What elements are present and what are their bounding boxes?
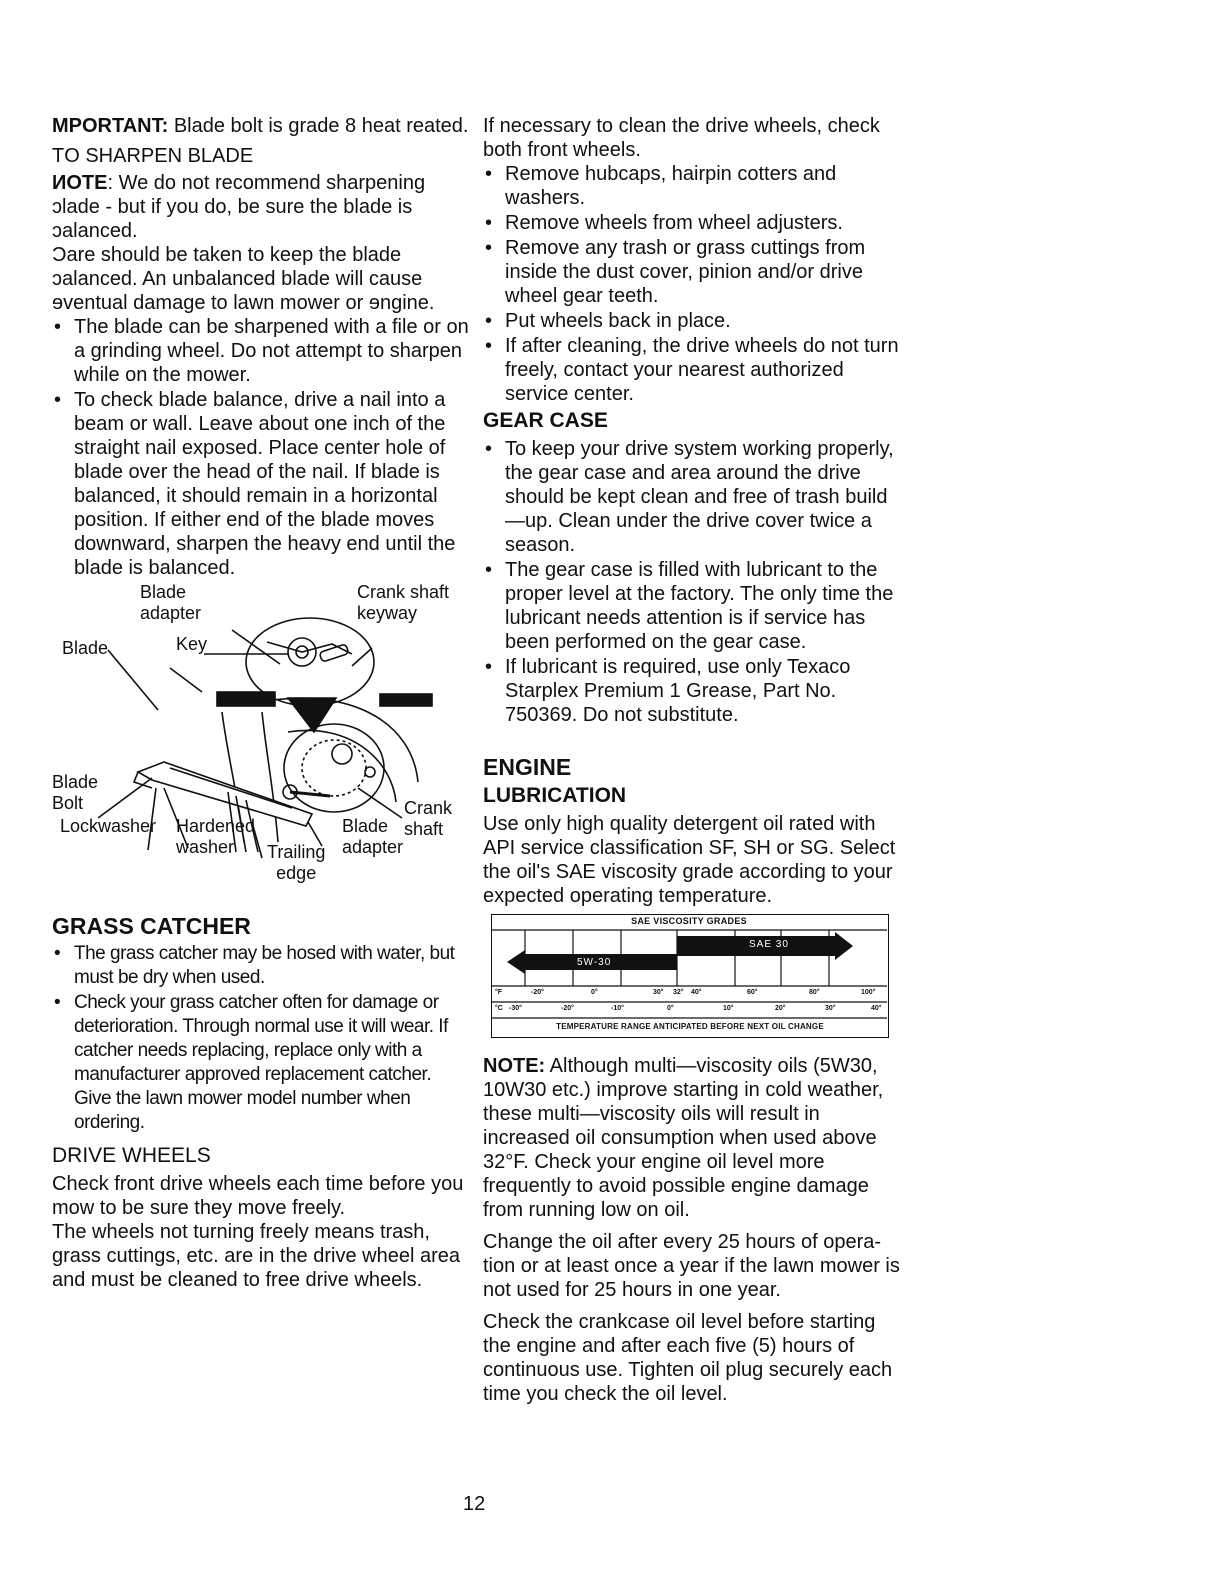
list-item: • Remove wheels from wheel adjusters.	[485, 212, 843, 234]
f-tick: 32°	[673, 989, 684, 996]
important-note	[52, 114, 470, 138]
drive-wheels-paragraph-1: Check front drive wheels each time before you mow to be sure they move freely.	[52, 1173, 464, 1219]
note-text: Although multi—viscosity oils (5W30, 10W30 etc.) improve starting in cold weather, these multi—viscosity oils will result in increased oil consumption when used above 32°F. Check your engine oil level more frequently to avoid possible engine damage from running low on oil.	[483, 1055, 884, 1221]
c-tick: 20°	[775, 1005, 786, 1012]
c-unit: °C	[495, 1005, 503, 1012]
crank-shaft-label: Crank shaft	[404, 798, 453, 839]
list-item: • To check blade balance, drive a nail into a beam or wall. Leave about one inch of the straight nail exposed. Place center hole of blade over the head of the nail. If blade is balanced, it should remain in a horizontal position. If either end of the blade moves downward, sharpen the heavy end until the blade is balanced.	[54, 389, 456, 579]
hardened-washer-label: Hardened washer	[176, 816, 256, 857]
f-tick: -20°	[531, 989, 544, 996]
drive-wheels-heading: DRIVE WHEELS	[52, 1144, 211, 1167]
f-unit: °F	[495, 989, 503, 996]
important-text: Blade bolt is grade 8 heat reated.	[168, 115, 469, 137]
f-tick: 60°	[747, 989, 758, 996]
c-tick: -10°	[611, 1005, 624, 1012]
list-item: • If lubricant is required, use only Texaco Starplex Premium 1 Grease, Part No. 750369. Do not substitute.	[485, 656, 851, 726]
c-tick: 0°	[667, 1005, 674, 1012]
viscosity-chart-footer: TEMPERATURE RANGE ANTICIPATED BEFORE NEXT OIL CHANGE	[556, 1022, 824, 1031]
c-tick: 30°	[825, 1005, 836, 1012]
blade-adapter-bottom-label: Blade adapter	[342, 816, 404, 857]
f-tick: 0°	[591, 989, 598, 996]
crank-shaft-keyway-label: Crank shaft keyway	[357, 582, 450, 623]
c-tick: 10°	[723, 1005, 734, 1012]
f-tick: 30°	[653, 989, 664, 996]
f-tick: 80°	[809, 989, 820, 996]
left-column	[52, 114, 470, 1300]
list-item: • The gear case is filled with lubricant to the proper level at the factory. The only time the lubricant needs attention is if service has been performed on the gear case.	[485, 559, 894, 653]
blade-assembly-diagram	[52, 582, 470, 908]
blade-label: Blade	[62, 638, 109, 658]
note-label: NOTE:	[483, 1055, 546, 1077]
note-label: ИOTE	[52, 172, 108, 194]
note-text: : We do not recommend sharpening ɔlade - but if you do, be sure the blade is ɔalanced.	[52, 172, 426, 242]
clean-wheels-intro: If necessary to clean the drive wheels, check both front wheels.	[483, 115, 880, 161]
check-oil-paragraph: Check the crankcase oil level before starting the engine and after each five (5) hours of continuous use. Tighten oil plug securely each time you check the oil level.	[483, 1311, 893, 1405]
list-item: • Check your grass catcher often for damage or deterioration. Through normal use it will wear. If catcher needs replacing, replace only with a manufacturer approved replacement catcher. Give the lawn mower model number when ordering.	[54, 992, 448, 1133]
key-label: Key	[176, 634, 208, 654]
f-tick: 100°	[861, 989, 876, 996]
blade-bolt-label: Blade Bolt	[52, 772, 99, 813]
5w30-label: 5W-30	[577, 957, 612, 968]
page-number: 12	[463, 1493, 486, 1515]
right-column	[483, 114, 903, 1414]
sharpen-bullet-list	[52, 315, 470, 580]
blade-adapter-label: Blade adapter	[140, 582, 202, 623]
sharpen-blade-heading: ТO SHARPEN BLADE	[52, 145, 254, 167]
grass-catcher-heading: GRASS CATCHER	[52, 913, 251, 939]
lockwasher-label: Lockwasher	[60, 816, 157, 836]
trailing-edge-label: Trailing edge	[267, 842, 326, 883]
drive-wheels-paragraph-2: The wheels not turning freely means trash, grass cuttings, etc. are in the drive wheel area and must be cleaned to free drive wheels.	[52, 1221, 460, 1291]
clean-wheels-bullet-list	[483, 162, 903, 406]
list-item: • The grass catcher may be hosed with water, but must be dry when used.	[54, 943, 455, 988]
care-paragraph: Ɔare should be taken to keep the blade ɔalanced. An unbalanced blade will cause ɘventual damage to lawn mower or ɘngine.	[52, 244, 435, 314]
list-item: • Put wheels back in place.	[485, 310, 731, 332]
engine-heading: ENGINE	[483, 754, 572, 780]
gear-case-bullet-list	[483, 437, 903, 727]
sharpen-note	[52, 171, 470, 243]
grass-catcher-bullet-list	[52, 942, 470, 1135]
c-tick: -30°	[509, 1005, 522, 1012]
sae-viscosity-chart	[491, 914, 895, 1040]
list-item: • To keep your drive system working properly, the gear case and area around the drive should be kept clean and free of trash build—up. Clean under the drive cover twice a season.	[485, 438, 894, 556]
sae30-label: SAE 30	[749, 939, 789, 950]
change-oil-paragraph: Change the oil after every 25 hours of opera-tion or at least once a year if the lawn mower is not used for 25 hours in one year.	[483, 1231, 900, 1301]
list-item: • Remove any trash or grass cuttings from inside the dust cover, pinion and/or drive wheel gear teeth.	[485, 237, 866, 307]
list-item: • The blade can be sharpened with a file or on a grinding wheel. Do not attempt to sharpen while on the mower.	[54, 316, 469, 386]
important-label: MPORTANT:	[52, 115, 169, 137]
viscosity-chart-title: SAE VISCOSITY GRADES	[631, 916, 747, 926]
lubrication-paragraph: Use only high quality detergent oil rated with API service classification SF, SH or SG. Select the oil's SAE viscosity grade according to your expected operating temperature.	[483, 813, 896, 907]
f-tick: 40°	[691, 989, 702, 996]
gear-case-heading: GEAR CASE	[483, 409, 608, 432]
multi-viscosity-note	[483, 1054, 903, 1222]
list-item: • Remove hubcaps, hairpin cotters and washers.	[485, 163, 837, 209]
c-tick: 40°	[871, 1005, 882, 1012]
blade-assembly-illustration	[52, 582, 470, 908]
list-item: • If after cleaning, the drive wheels do not turn freely, contact your nearest authorized service center.	[485, 335, 899, 405]
lubrication-heading: LUBRICATION	[483, 784, 627, 807]
c-tick: -20°	[561, 1005, 574, 1012]
